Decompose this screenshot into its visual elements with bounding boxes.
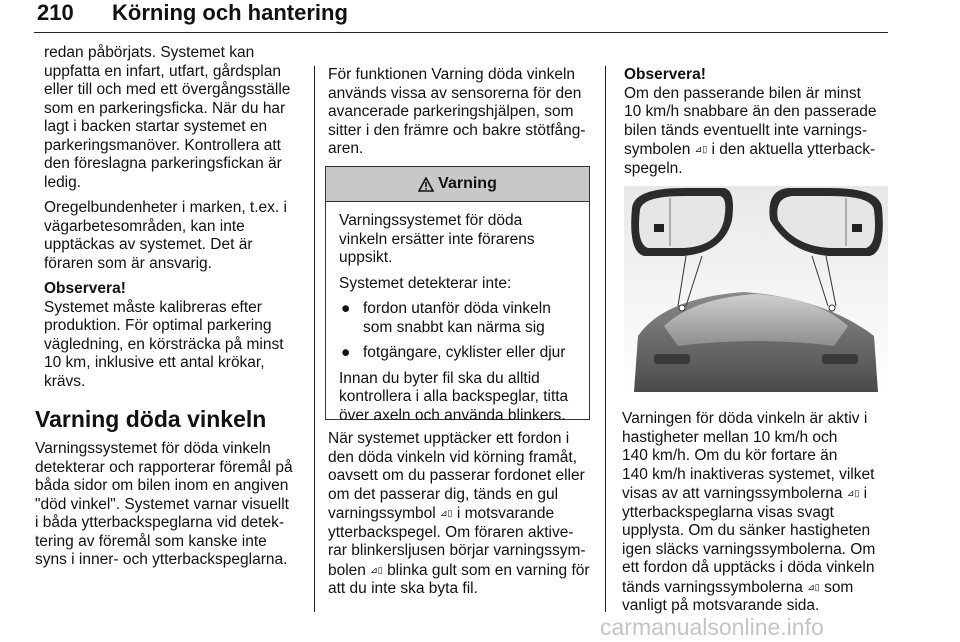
warning-box [325,166,590,424]
mirror-illustration [624,186,888,392]
intro-paragraph: För funktionen Varning döda vinkeln används vissa av sensorerna för den avancerade parkeringshjälpen, som sitter i den främre och bakre stötfång- aren. [328,66,586,157]
warning-title: Varning [438,175,497,192]
warning-symbol-right-icon [852,224,862,232]
warning-bullet: ● fordon utanför döda vinkeln som snabbt kan närma sig [341,300,551,336]
tail-light-right [822,354,858,364]
note-label: Observera! [44,280,126,297]
paragraph-2: Oregelbundenheter i marken, t.ex. i vägarbetesområden, kan inte upptäckas av systemet. Det är föraren som är ansvarig. [44,199,287,272]
warning-body: Varningssystemet för döda vinkeln ersätter inte förarens uppsikt. Systemet detekterar inte: ● fordon utanför döda vinkeln som snabbt kan närma sig ● fotgängare, cyklister eller djur Innan du byter fil ska du alltid kontrollera i alla backspeglar, titta över axeln och använda blinkers. [326,202,589,425]
page-title: Körning och hantering [112,0,348,25]
warning-triangle-icon [418,177,434,192]
column-3: Observera! Om den passerande bilen är minst 10 km/h snabbare än den passerade bilen tänds eventuellt inte varnings- symbolen ⊿▯ i den aktuella ytterback- spegeln. [624,66,888,178]
section-heading: Varning döda vinkeln [35,406,267,432]
warning-symbol-left-icon [654,224,664,232]
detection-paragraph: När systemet upptäcker ett fordon i den döda vinkeln vid körning framåt, oavsett om du passerar fordonet eller om det passerar dig, tänds en gul varningssymbol ⊿▯ i motsvarande ytterbackspegel. Om föraren aktive- rar blinkersljusen börjar varningssym- bolen ⊿▯ blinka gult som en varning för att du inte ska byta fil. [328,430,590,597]
blind-spot-icon: ⊿▯ [440,508,453,518]
column-divider-1 [314,66,315,612]
note-label: Observera! [624,66,706,83]
speed-paragraph: Varningen för döda vinkeln är aktiv i hastigheter mellan 10 km/h och 140 km/h. Om du kör fortare än 140 km/h inaktiveras systemet, vilket visas av att varningssymbolerna ⊿▯ i ytterbackspeglarna visas svagt upplysta. Om du sänker hastigheten igen släcks varningssymbolerna. Om ett fordon då upptäcks i döda vinkeln tänds varningssymbolerna ⊿▯ som vanligt på motsvarande sida. [622,410,876,614]
blind-spot-icon: ⊿▯ [694,144,708,154]
blind-spot-icon: ⊿▯ [370,564,383,575]
warning-bullet: ● fotgängare, cyklister eller djur [341,344,566,361]
column-divider-2 [605,66,606,612]
tail-light-left [654,354,690,364]
blind-spot-icon: ⊿▯ [846,488,860,498]
blind-spot-icon: ⊿▯ [807,581,820,592]
section-intro: Varningssystemet för döda vinkeln detekterar och rapporterar föremål på båda sidor om bilen inom en angiven "död vinkel". Systemet varnar visuellt i båda ytterbackspeglarna vid detek- tering av föremål som kanske inte syns i inner- och ytterbackspeglarna. [35,440,293,568]
warning-header [326,167,589,202]
column-1 [44,44,302,398]
page-number: 210 [37,0,74,25]
paragraph-1: redan påbörjats. Systemet kan uppfatta en infart, utfart, gårdsplan eller till och med ett övergångsställe som en parkeringsficka. När du har lagt i backen startar systemet en parkeringsmanöver. Kontrollera att den föreslagna parkeringsfickan är ledig. [44,44,291,191]
watermark: carmanualsonline.info [600,614,824,640]
note-calibration: Observera! Systemet måste kalibreras efter produktion. För optimal parkering vägledning, en körsträcka på minst 10 km, inklusive ett antal krökar, krävs. [44,280,302,391]
column-2 [328,66,596,166]
header-rule [34,32,888,33]
